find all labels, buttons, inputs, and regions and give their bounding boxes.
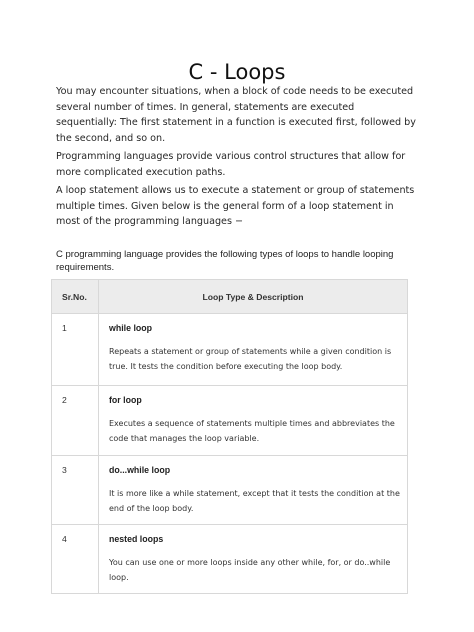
paragraph-intro: You may encounter situations, when a block of code needs to be executed several number of times. In general, statements are executed sequentially: The first statement in a function is executed first, followed by the second, and so on.: [56, 86, 416, 144]
table-header-row: [52, 280, 408, 314]
loop-description: Repeats a statement or group of statements while a given condition is true. It tests the condition before executing the loop body.: [109, 347, 392, 371]
paragraph-control-structures: Programming languages provide various control structures that allow for more complicated execution paths.: [56, 151, 406, 178]
table-row: [52, 314, 408, 386]
row-number: 2: [52, 386, 99, 456]
loop-name: nested loops: [109, 534, 164, 544]
row-content: [99, 386, 408, 456]
row-content: [99, 456, 408, 525]
loop-name: while loop: [109, 323, 153, 333]
table-row: [52, 456, 408, 525]
row-content: [99, 314, 408, 386]
loop-description: It is more like a while statement, except that it tests the condition at the end of the loop body.: [109, 489, 400, 513]
table-row: [52, 386, 408, 456]
table-intro-text: C programming language provides the following types of loops to handle looping requirements.: [56, 249, 394, 273]
row-number: 4: [52, 525, 99, 594]
row-content: [99, 525, 408, 594]
row-number: 3: [52, 456, 99, 525]
loop-description: Executes a sequence of statements multiple times and abbreviates the code that manages the loop variable.: [109, 419, 395, 443]
loop-name: for loop: [109, 395, 142, 405]
loop-name: do...while loop: [109, 465, 171, 475]
table-row: [52, 525, 408, 594]
paragraph-loop-statement: A loop statement allows us to execute a statement or group of statements multiple times. Given below is the general form of a loop statement in most of the programming languages −: [56, 185, 415, 227]
header-loop-type: Loop Type & Description: [99, 280, 408, 314]
loop-types-table: [51, 279, 408, 594]
page-title: C - Loops: [188, 60, 286, 84]
loop-description: You can use one or more loops inside any other while, for, or do..while loop.: [109, 558, 391, 582]
row-number: 1: [52, 314, 99, 386]
header-sr-no: Sr.No.: [52, 280, 99, 314]
